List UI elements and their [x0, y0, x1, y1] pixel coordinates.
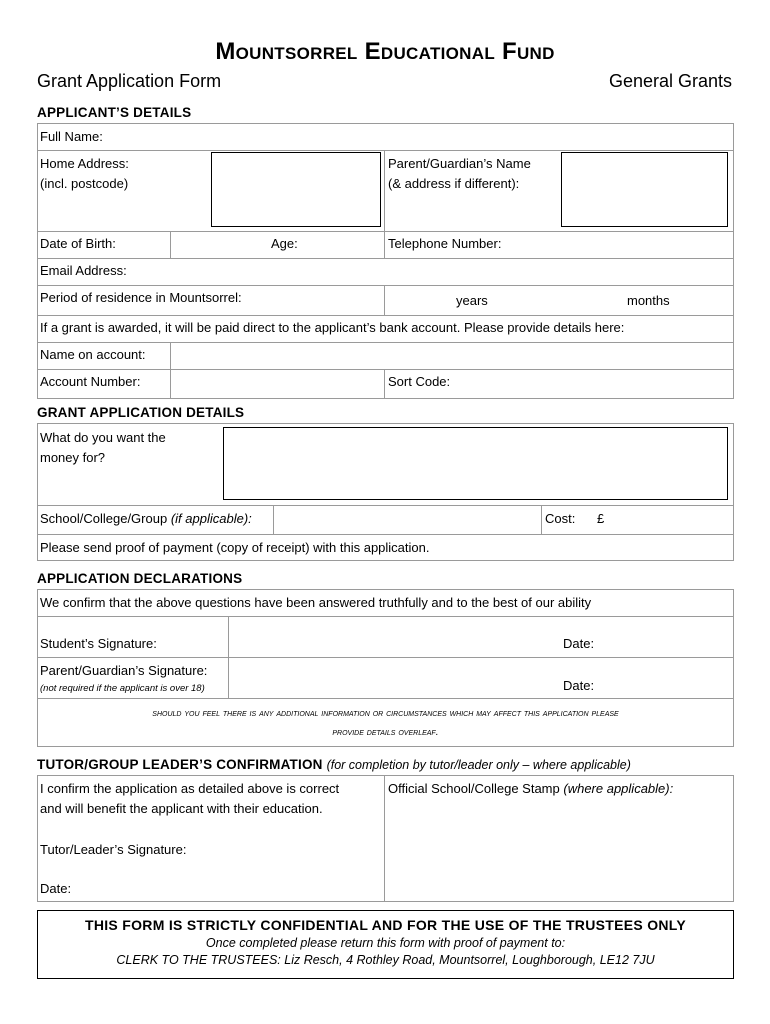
home-address-input[interactable]	[211, 152, 381, 227]
parent-name-hint: (& address if different):	[388, 176, 520, 191]
additional-info-notice-2: provide details overleaf.	[332, 726, 439, 738]
cost-label: Cost:	[545, 511, 576, 526]
grant-heading: GRANT APPLICATION DETAILS	[37, 405, 245, 420]
declaration-confirm: We confirm that the above questions have been answered truthfully and to the best of our ability	[40, 595, 592, 610]
tutor-heading-text: TUTOR/GROUP LEADER’S CONFIRMATION	[37, 757, 323, 772]
dob-label: Date of Birth:	[40, 236, 116, 251]
purpose-label-2: money for?	[40, 450, 106, 465]
form-name: Grant Application Form	[37, 71, 222, 91]
parent-signature-label: Parent/Guardian’s Signature:	[40, 663, 208, 678]
home-address-label: Home Address:	[40, 156, 129, 171]
home-address-hint: (incl. postcode)	[40, 176, 129, 191]
confidential-notice: THIS FORM IS STRICTLY CONFIDENTIAL AND FOR THE USE OF THE TRUSTEES ONLY	[84, 917, 687, 933]
telephone-label: Telephone Number:	[388, 236, 502, 251]
declarations-heading: APPLICATION DECLARATIONS	[37, 571, 243, 586]
parent-name-label: Parent/Guardian’s Name	[388, 156, 531, 171]
purpose-input[interactable]	[223, 427, 728, 500]
age-label: Age:	[271, 236, 298, 251]
email-label: Email Address:	[40, 263, 127, 278]
applicant-heading: APPLICANT’S DETAILS	[37, 105, 192, 120]
parent-address-input[interactable]	[561, 152, 728, 227]
stamp-label	[388, 779, 673, 799]
school-label-note: (if applicable):	[170, 511, 252, 526]
months-label: months	[627, 293, 670, 308]
tutor-date-label: Date:	[40, 881, 72, 896]
bank-note: If a grant is awarded, it will be paid direct to the applicant’s bank account. Please provide details here:	[40, 320, 625, 335]
form-title: Mountsorrel Educational Fund	[215, 38, 555, 65]
account-number-label: Account Number:	[40, 374, 141, 389]
currency-symbol: £	[597, 511, 605, 526]
purpose-label: What do you want the	[40, 430, 166, 445]
parent-date-label: Date:	[563, 678, 595, 693]
years-label: years	[456, 293, 488, 308]
additional-info-notice: should you feel there is any additional information or circumstances which may affect this application please	[152, 707, 619, 719]
sort-code-label: Sort Code:	[388, 374, 451, 389]
residence-label: Period of residence in Mountsorrel:	[40, 290, 242, 305]
proof-note: Please send proof of payment (copy of receipt) with this application.	[40, 540, 430, 555]
tutor-confirm: I confirm the application as detailed above is correct	[40, 781, 340, 796]
stamp-label-text: Official School/College Stamp	[388, 781, 560, 796]
grant-type: General Grants	[608, 71, 732, 91]
tutor-confirm-2: and will benefit the applicant with their education.	[40, 801, 323, 816]
return-address: CLERK TO THE TRUSTEES: Liz Resch, 4 Rothley Road, Mountsorrel, Loughborough, LE12 7JU	[116, 953, 655, 967]
stamp-label-note: (where applicable):	[563, 781, 674, 796]
return-note: Once completed please return this form with proof of payment to:	[205, 936, 566, 950]
tutor-heading	[37, 757, 631, 772]
account-name-label: Name on account:	[40, 347, 146, 362]
student-signature-label: Student’s Signature:	[40, 636, 157, 651]
student-date-label: Date:	[563, 636, 595, 651]
confidential-box	[37, 910, 734, 979]
tutor-heading-note: (for completion by tutor/leader only – where applicable)	[326, 758, 631, 772]
school-label	[40, 509, 252, 529]
parent-signature-note: (not required if the applicant is over 18)	[40, 683, 205, 694]
school-label-text: School/College/Group	[40, 511, 168, 526]
full-name-label: Full Name:	[40, 129, 103, 144]
tutor-signature-label: Tutor/Leader’s Signature:	[40, 842, 187, 857]
